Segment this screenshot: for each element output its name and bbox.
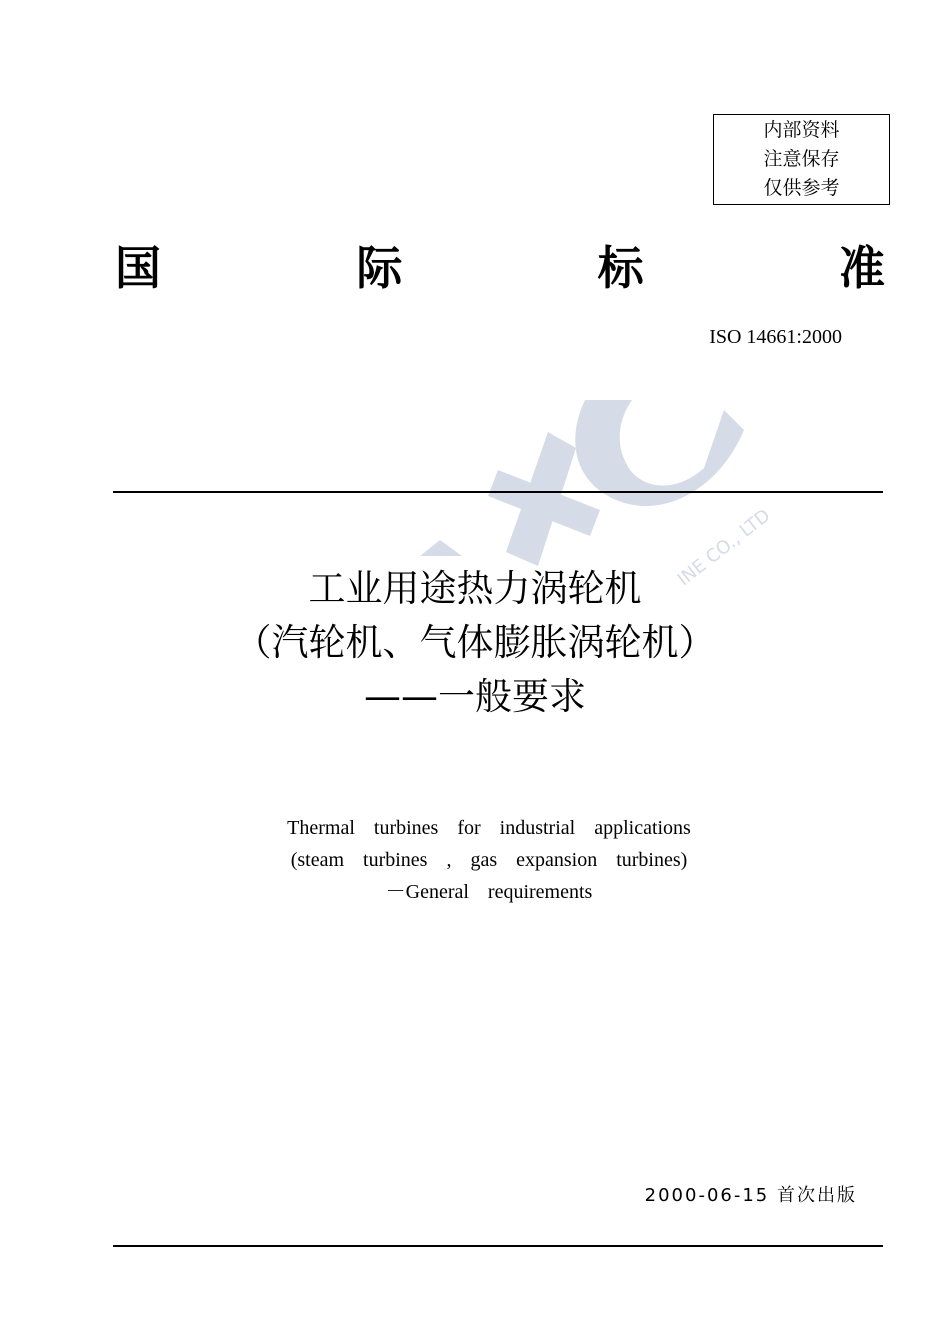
title-char-3: 标	[597, 241, 644, 295]
stamp-line-2: 注意保存	[763, 148, 840, 170]
stamp-line-3: 仅供参考	[763, 177, 840, 199]
watermark-logo-shape	[420, 400, 744, 566]
watermark-arc-text: INE CO., LTD	[673, 505, 775, 591]
cn-title-line-2: （汽轮机、气体膨胀涡轮机）	[234, 621, 716, 664]
cn-title-line-3: ——一般要求	[364, 675, 586, 718]
top-divider	[113, 491, 883, 493]
en-title-line-1: Thermal turbines for industrial applications	[287, 817, 691, 839]
bottom-divider	[113, 1245, 883, 1247]
english-title	[0, 812, 950, 908]
issue-date: 2000-06-15 首次出版	[644, 1185, 857, 1206]
chinese-title	[0, 562, 950, 724]
title-char-2: 际	[356, 241, 403, 295]
en-title-line-2: (steam turbines , gas expansion turbines)	[290, 849, 688, 871]
standard-number: ISO 14661:2000	[709, 326, 842, 348]
title-char-1: 国	[115, 241, 161, 295]
cn-title-line-1: 工业用途热力涡轮机	[308, 567, 642, 610]
stamp-line-1: 内部资料	[763, 119, 840, 141]
title-char-4: 准	[838, 241, 885, 295]
en-title-line-3: －General requirements	[385, 881, 593, 903]
